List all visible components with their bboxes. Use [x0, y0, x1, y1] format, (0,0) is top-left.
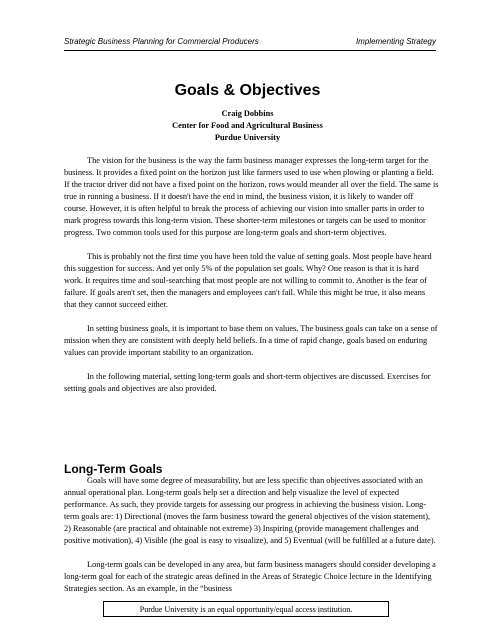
paragraph: In setting business goals, it is important to base them on values. The business goals can take on a sense of mission when they are consistent with deeply held beliefs. In a time of rapid change, goals based on enduring values can provide important stability to an organization.	[64, 324, 438, 357]
header-document-title: Strategic Business Planning for Commercial Producers	[64, 37, 259, 46]
running-header	[64, 37, 436, 46]
paragraph: This is probably not the first time you have been told the value of setting goals. Most people have heard this suggestion for success. And yet only 5% of the population set goals. Why? One reason is that it is hard work. It requires time and soul-searching that most people are not willing to commit to. Another is the fear of failure. If goals aren't set, then the managers and employees can't fail. While this might be true, it also means that they cannot succeed either.	[64, 252, 432, 309]
author-name: Craig Dobbins	[221, 109, 274, 118]
author-block	[0, 108, 495, 144]
header-section-title: Implementing Strategy	[355, 37, 436, 46]
footer-notice: Purdue University is an equal opportunity/equal access institution.	[103, 601, 389, 617]
author-university: Purdue University	[214, 133, 281, 142]
paragraph: The vision for the business is the way the farm business manager expresses the long-term target for the business. It provides a fixed point on the horizon just like farmers used to use when plowing or planting a field. If the tractor driver did not have a fixed point on the horizon, rows would meander all over the field. The same is true in running a business. If it doesn't have the end in mind, the business vision, it is likely to wander off course. However, it is often helpful to break the process of achieving our vision into smaller parts in order to mark progress towards this long-term vision. These shorter-term milestones or targets can be used to monitor progress. Two common tools used for this purpose are long-term goals and short-term objectives.	[64, 156, 439, 237]
paragraph: In the following material, setting long-term goals and short-term objectives are discussed. Exercises for setting goals and objectives are also provided.	[64, 372, 431, 393]
paragraph: Goals will have some degree of measurability, but are less specific than objectives associated with an annual operational plan. Long-term goals help set a direction and help visualize the level of expected performance. As such, they provide targets for assessing our progress in achieving the business vision. Long-term goals are: 1) Directional (moves the farm business toward the general objectives of the vision statement), 2) Reasonable (are practical and obtainable not extreme) 3) Inspiring (provide management challenges and positive motivation), 4) Visible (the goal is easy to visualize), and 5) Eventual (will be fulfilled at a future date).	[64, 476, 436, 545]
header-divider	[64, 50, 436, 51]
intro-text	[64, 155, 439, 395]
section-text	[64, 475, 439, 595]
author-center: Center for Food and Agricultural Business	[172, 121, 323, 130]
page-title: Goals & Objectives	[174, 82, 321, 99]
section-heading: Long-Term Goals	[64, 462, 163, 476]
paragraph: Long-term goals can be developed in any area, but farm business managers should consider developing a long-term goal for each of the strategic areas defined in the Areas of Strategic Choice lecture in the Identifying Strategies section. As an example, in the “business	[64, 560, 436, 593]
